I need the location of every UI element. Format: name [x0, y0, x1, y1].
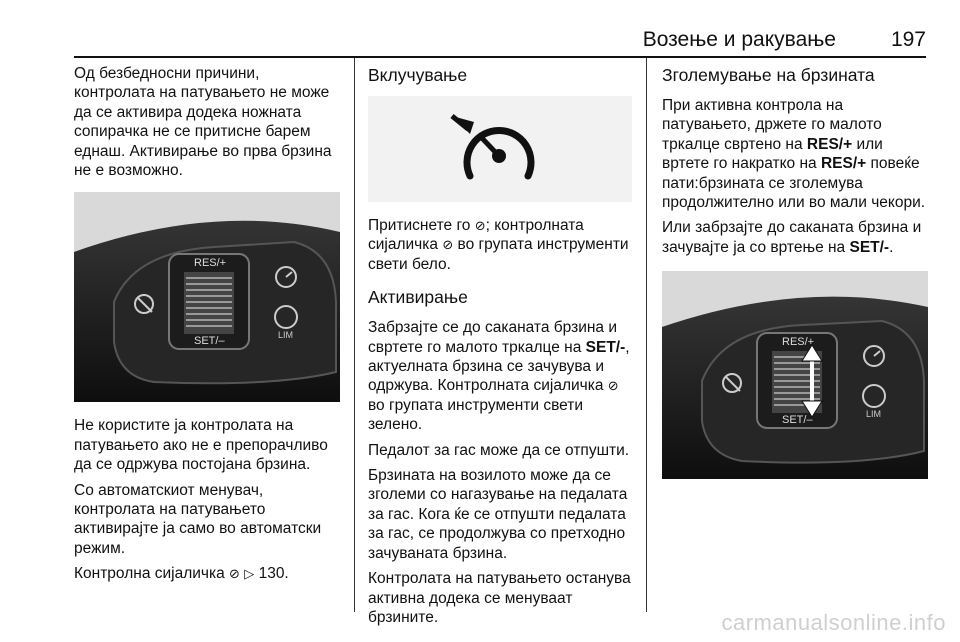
paragraph: Контролна сијаличка ⊘ ▷ 130. — [74, 565, 289, 583]
page-number: 197 — [890, 28, 926, 51]
steering-wheel-controls-photo-2 — [662, 271, 928, 479]
column-3 — [662, 64, 928, 479]
column-divider-2 — [646, 58, 647, 612]
paragraph: Брзината на возилото може да се зголеми со нагазување на педалата за гас. Кога ќе се отпушти педалата за гас, се продолжува со претходно зачуваната брзина. — [368, 467, 628, 562]
section-title: Возење и ракување — [642, 28, 836, 51]
header-rule — [74, 56, 926, 58]
paragraph: Контролата на патувањето останува активна додека се менуваат брзините. — [368, 570, 631, 626]
paragraph: Забрзајте се до саканата брзина и свртете го малото тркалце на SET/-, актуелната брзина се зачувува и одржува. Контролната сијаличка ⊘ во групата инструменти свети зелено. — [368, 319, 630, 434]
res-label: RES/+ — [194, 257, 227, 270]
steering-wheel-controls-photo — [74, 192, 340, 402]
lim-label: LIM — [278, 330, 294, 341]
section-heading: Активирање — [368, 287, 468, 308]
cruise-control-icon: ⊘ — [607, 378, 619, 394]
watermark: carmanualsonline.info — [721, 610, 946, 635]
page-header — [74, 28, 926, 54]
cruise-control-symbol-figure — [368, 96, 632, 202]
paragraph: Или забрзајте до саканата брзина и зачувајте ја со вртење на SET/-. — [662, 219, 922, 256]
column-2 — [368, 64, 634, 633]
section-heading: Зголемување на брзината — [662, 65, 875, 85]
paragraph: Не користите ја контролата на патувањето ако не е препорачливо да се одржува постојана брзина. — [74, 417, 328, 474]
paragraph: Притиснете го ⊘; контролната сијаличка ⊘ во групата инструменти свети бело. — [368, 217, 629, 273]
paragraph: Педалот за гас може да се отпушти. — [368, 441, 630, 459]
paragraph: При активна контрола на патувањето, држете го малото тркалце свртено на RES/+ или вртете го накратко на RES/+ повеќе пати:брзината се зголемува продолжително или во мали чекори. — [662, 97, 926, 212]
res-label: RES/+ — [782, 336, 815, 349]
set-label: SET/– — [782, 414, 813, 427]
column-divider-1 — [354, 58, 355, 612]
paragraph: Со автоматскиот менувач, контролата на патувањето активирајте ја само во автоматски режим. — [74, 481, 322, 557]
paragraph: Од безбедносни причини, контролата на патувањето не може да се активира додека ножната сопирачка не се притисне барем еднаш. Активирање во прва брзина не е возможно. — [74, 65, 332, 180]
book-reference-icon: ▷ — [244, 566, 255, 582]
cruise-control-icon: ⊘ — [229, 566, 240, 582]
cruise-control-icon: ⊘ — [442, 237, 454, 253]
set-label: SET/– — [194, 335, 225, 348]
column-1 — [74, 64, 342, 590]
section-heading: Вклучување — [368, 65, 468, 85]
lim-label: LIM — [866, 409, 882, 420]
cruise-control-icon: ⊘ — [474, 218, 486, 233]
